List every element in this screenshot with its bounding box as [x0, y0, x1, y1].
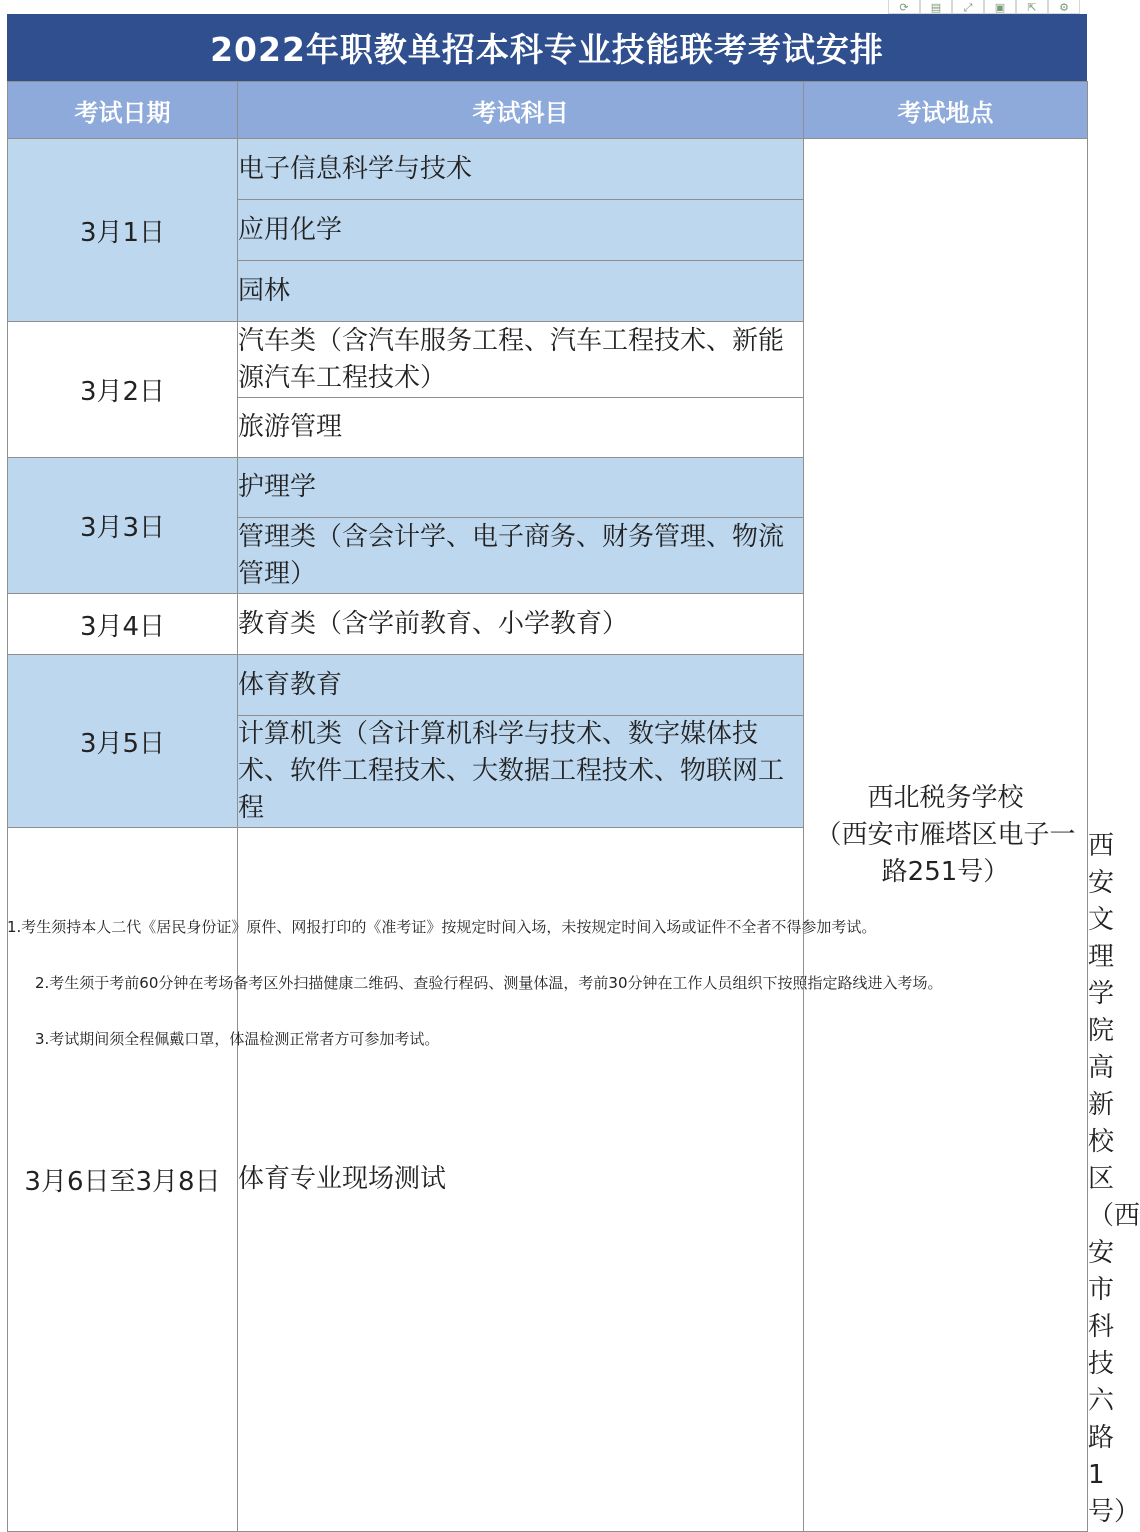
note-item: 2.考生须于考前60分钟在考场备考区外扫描健康二维码、查验行程码、测量体温，考前30分钟在工作人员组织下按照指定路线进入考场。: [35, 974, 943, 992]
schedule-table: [7, 81, 1140, 1532]
share-icon[interactable]: ⇱: [1016, 0, 1048, 14]
expand-icon[interactable]: ⤢: [952, 0, 984, 14]
page-title: 2022年职教单招本科专业技能联考考试安排: [7, 14, 1087, 81]
subject-cell: 计算机类（含计算机科学与技术、数字媒体技术、软件工程技术、大数据工程技术、物联网工程: [238, 716, 804, 828]
header-date: 考试日期: [8, 82, 238, 139]
location-cell: [804, 139, 1088, 1532]
subject-cell: 体育专业现场测试: [238, 828, 804, 1532]
date-cell: 3月4日: [8, 594, 238, 655]
save-icon[interactable]: ▣: [984, 0, 1016, 14]
date-cell: 3月2日: [8, 322, 238, 458]
table-row: [8, 139, 1088, 200]
header-location: 考试地点: [804, 82, 1088, 139]
note-item: 1.考生须持本人二代《居民身份证》原件、网报打印的《准考证》按规定时间入场，未按规定时间入场或证件不全者不得参加考试。: [7, 918, 877, 936]
refresh-icon[interactable]: ⟳: [888, 0, 920, 14]
subject-cell: 园林: [238, 261, 804, 322]
date-cell: 3月3日: [8, 458, 238, 594]
location-name: 西北税务学校: [867, 782, 1024, 813]
note-item: 3.考试期间须全程佩戴口罩，体温检测正常者方可参加考试。: [35, 1030, 440, 1048]
subject-cell: 教育类（含学前教育、小学教育）: [238, 594, 804, 655]
subject-cell: 体育教育: [238, 655, 804, 716]
subject-cell: 应用化学: [238, 200, 804, 261]
document-icon[interactable]: ▤: [920, 0, 952, 14]
date-cell: 3月1日: [8, 139, 238, 322]
subject-cell: 护理学: [238, 458, 804, 518]
subject-cell: 管理类（含会计学、电子商务、财务管理、物流管理）: [238, 518, 804, 594]
table-header-row: [8, 82, 1088, 139]
location-address: （西安市雁塔区电子一路251号）: [815, 819, 1076, 887]
date-cell: 3月5日: [8, 655, 238, 828]
date-cell: 3月6日至3月8日: [8, 828, 238, 1532]
subject-cell: 电子信息科学与技术: [238, 139, 804, 200]
subject-cell: 汽车类（含汽车服务工程、汽车工程技术、新能源汽车工程技术）: [238, 322, 804, 398]
header-subject: 考试科目: [238, 82, 804, 139]
top-toolbar: [888, 0, 1096, 14]
table-row: 3月6日至3月8日 体育专业现场测试 西安文理学院高新校区 （西安市科技六路1号）: [8, 828, 1088, 1532]
settings-icon[interactable]: ⚙: [1048, 0, 1080, 14]
subject-cell: 旅游管理: [238, 398, 804, 458]
